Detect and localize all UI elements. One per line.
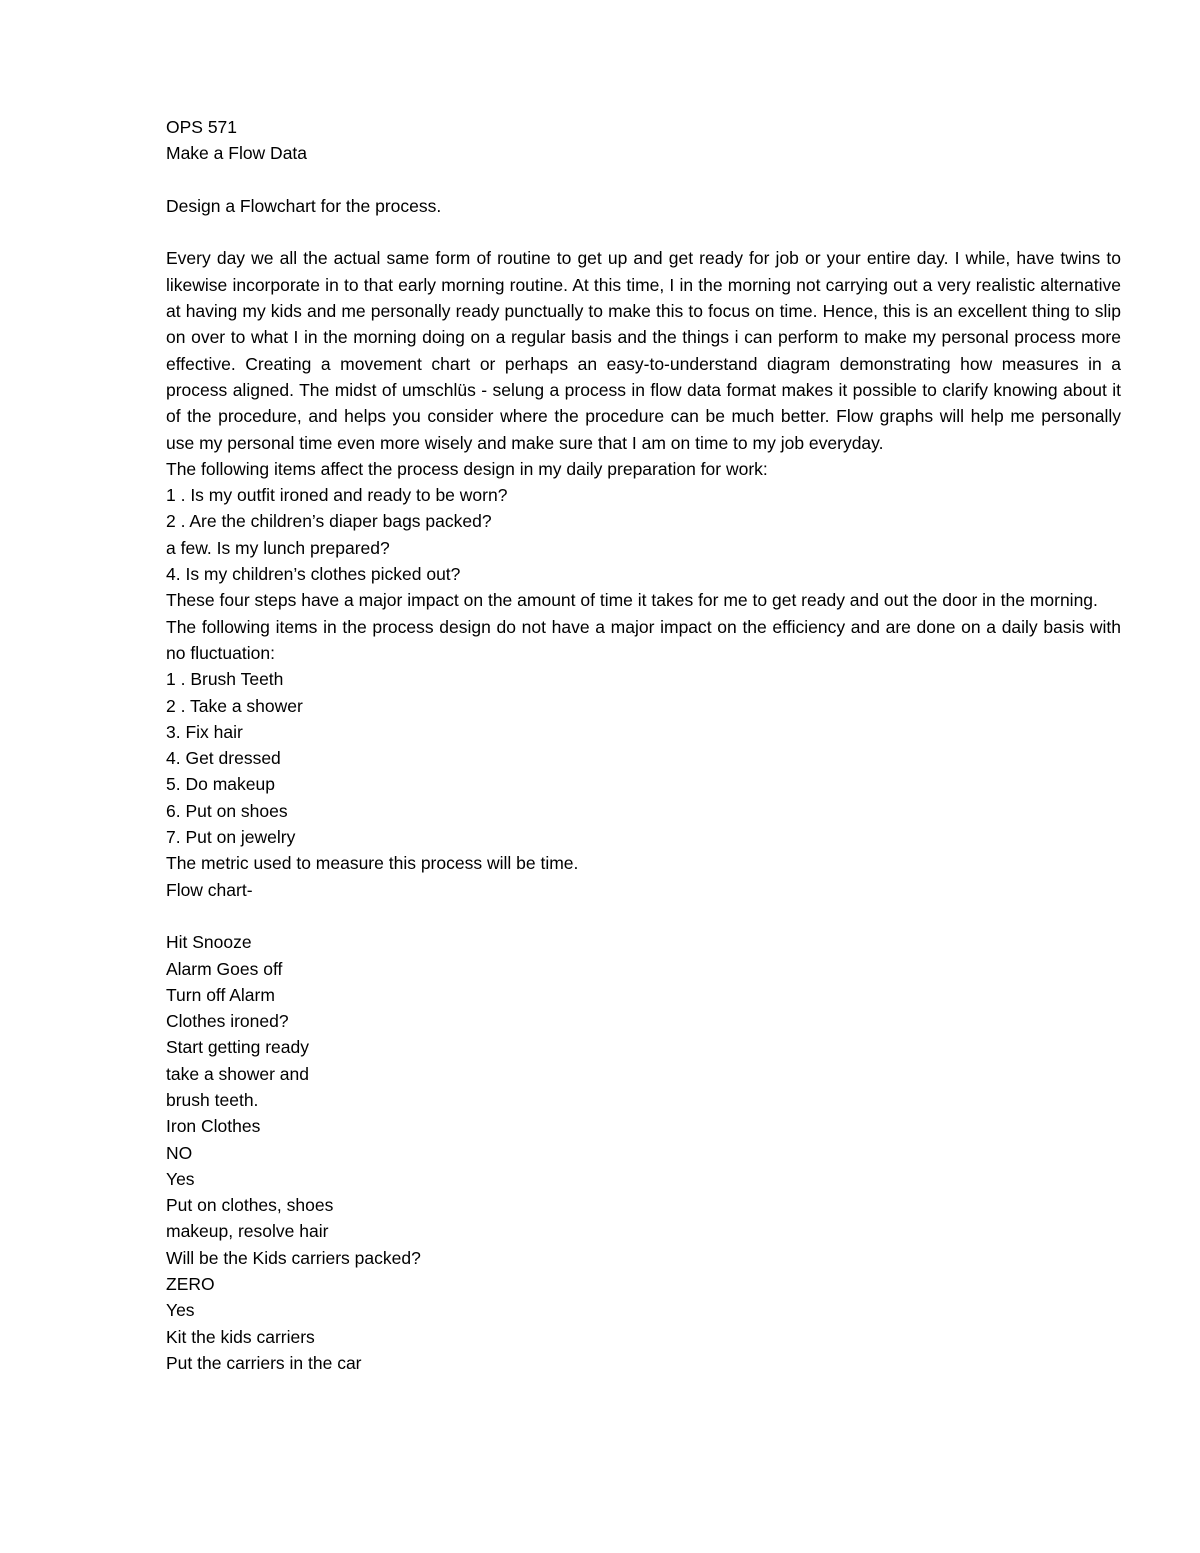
minor-item: 4. Get dressed: [166, 748, 281, 769]
major-item: 4. Is my children’s clothes picked out?: [166, 564, 461, 585]
minor-item: 6. Put on shoes: [166, 800, 288, 821]
flowchart-step: Turn off Alarm: [166, 984, 275, 1005]
flowchart-step: Start getting ready: [166, 1037, 309, 1058]
flowchart-step: Alarm Goes off: [166, 958, 283, 979]
major-items-intro: The following items affect the process design in my daily preparation for work:: [166, 458, 768, 479]
flowchart-label: Flow chart-: [166, 879, 253, 900]
flowchart-step: Hit Snooze: [166, 932, 252, 953]
course-code: OPS 571: [166, 117, 238, 137]
flowchart-step: makeup, resolve hair: [166, 1221, 329, 1242]
task-statement: Design a Flowchart for the process.: [166, 195, 442, 216]
major-item: 2 . Are the children’s diaper bags packed?: [166, 511, 492, 532]
minor-item: 1 . Brush Teeth: [166, 669, 284, 690]
flowchart-step: take a shower and: [166, 1063, 310, 1084]
spacer: [166, 167, 1126, 193]
flowchart-step: Kit the kids carriers: [166, 1326, 315, 1347]
flowchart-step: Put on clothes, shoes: [166, 1195, 334, 1216]
flowchart-step: Yes: [166, 1300, 195, 1321]
flowchart-step: ZERO: [166, 1274, 215, 1295]
flowchart-step: Iron Clothes: [166, 1116, 261, 1137]
flowchart-step: brush teeth.: [166, 1089, 259, 1110]
flowchart-step: Yes: [166, 1168, 195, 1189]
intro-paragraph: Every day we all the actual same form of routine to get up and get ready for job or your entire day. I while, have twins to likewise incorporate in to that early morning routine. At this time, I in the morning not carrying out a very realistic alternative at having my kids and me personally ready punctually to make this to focus on time. Hence, this is an excellent thing to slip on over to what I in the morning doing on a regular basis and the things i can perform to make my personal process more effective. Creating a movement chart or perhaps an easy-to-understand diagram demonstrating how measures in a process aligned. The midst of umschlüs - selung a process in flow data format makes it possible to clarify knowing about it of the procedure, and helps you consider where the procedure can be much better. Flow graphs will help me personally use my personal time even more wisely and make sure that I am on time to my job everyday.: [166, 248, 1121, 453]
flowchart-step: Put the carriers in the car: [166, 1352, 362, 1373]
major-items-summary: These four steps have a major impact on the amount of time it takes for me to get ready and out the door in the morning.: [166, 590, 1098, 611]
minor-item: 7. Put on jewelry: [166, 827, 296, 848]
minor-item: 5. Do makeup: [166, 774, 275, 795]
spacer: [166, 219, 1126, 245]
flowchart-step: Will be the Kids carriers packed?: [166, 1247, 421, 1268]
major-item: 1 . Is my outfit ironed and ready to be worn?: [166, 485, 508, 506]
minor-item: 2 . Take a shower: [166, 695, 303, 716]
flowchart-step: Clothes ironed?: [166, 1011, 289, 1032]
minor-items-intro: The following items in the process design do not have a major impact on the efficiency and are done on a daily basis with no fluctuation:: [166, 616, 1121, 663]
document-body: [166, 114, 1126, 1376]
flowchart-step: NO: [166, 1142, 193, 1163]
metric-statement: The metric used to measure this process will be time.: [166, 853, 579, 874]
minor-item: 3. Fix hair: [166, 721, 243, 742]
assignment-title: Make a Flow Data: [166, 143, 308, 164]
major-item: a few. Is my lunch prepared?: [166, 537, 390, 558]
spacer: [166, 903, 1126, 929]
